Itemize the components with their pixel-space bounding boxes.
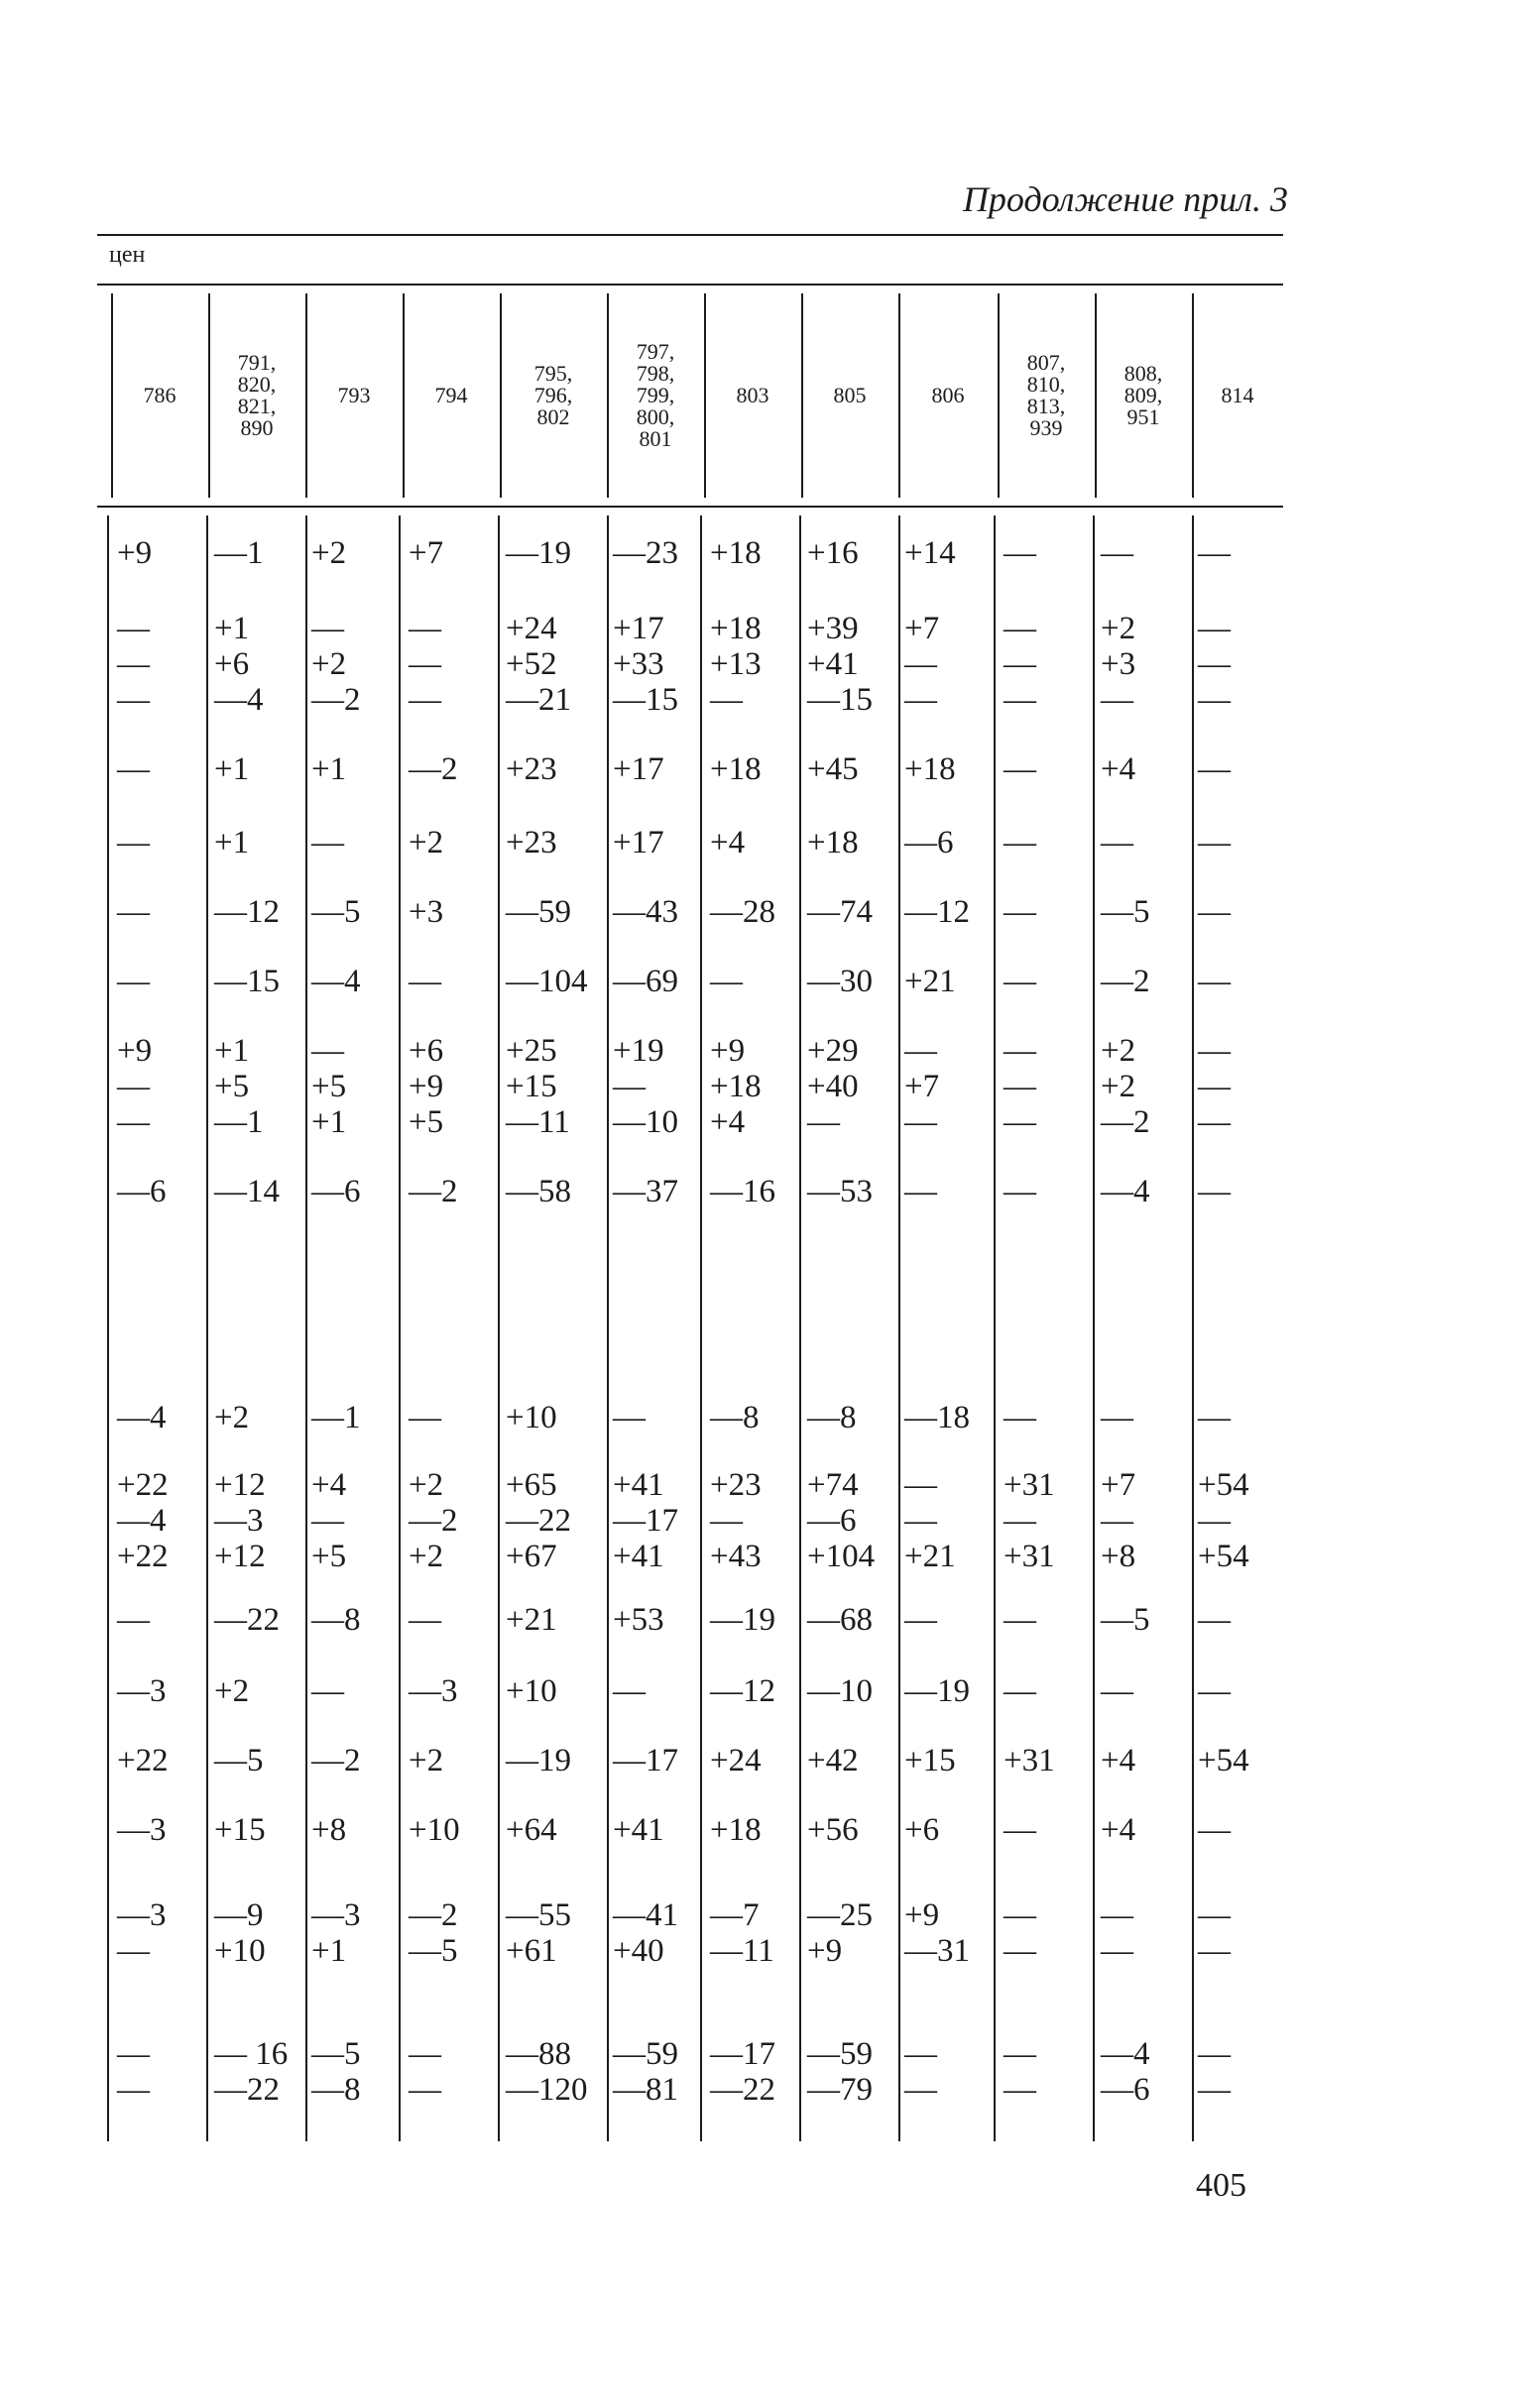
table-cell: — [1004,1673,1036,1709]
table-cell: —53 [807,1174,873,1209]
table-cell: +6 +9 +5 [409,1033,444,1140]
table-cell: +42 [807,1743,859,1778]
table-cell: +54 — +54 [1198,1467,1249,1574]
table-cell: — [1198,1174,1231,1209]
table-cell: — — — [1198,611,1231,718]
table-cell: —10 [807,1673,873,1709]
table-cell: +2 [214,1400,250,1435]
table-cell: — [1198,1812,1231,1848]
table-cell: — [1101,1673,1133,1709]
table-cell: —5 [1101,1602,1150,1638]
column-header: 793 [337,383,371,407]
table-cell: +3 [409,894,444,930]
table-cell: +29 +40 — [807,1033,859,1140]
table-cell: +1 [311,751,347,787]
column-header: 814 [1221,383,1254,407]
table-cell: — [613,1400,646,1435]
table-cell: — 16 —22 [214,2036,289,2108]
table-cell: —55 +61 [506,1897,571,1969]
table-cell: +1 [214,751,250,787]
table-cell: +14 [904,535,956,571]
table-cell: +15 [214,1812,266,1848]
table-cell: +21 [904,964,956,999]
table-cell: +31 [1004,1743,1055,1778]
table-cell: —25 +9 [807,1897,873,1969]
table-cell: —5 —8 [311,2036,361,2108]
table-cell: — [311,1673,344,1709]
table-cell: —5 [214,1743,264,1778]
table-cell: — +5 +1 [311,1033,347,1140]
table-cell: +9 +18 +4 [710,1033,762,1140]
table-cell: +19 — —10 [613,1033,678,1140]
table-cell: — [1004,1174,1036,1209]
table-cell: — [904,1602,937,1638]
table-cell: —2 —5 [409,1897,458,1969]
table-cell: +18 [710,1812,762,1848]
table-cell: —19 [904,1673,970,1709]
table-cell: +17 [613,751,664,787]
table-cell: — — [1004,1897,1036,1969]
table-cell: —4 [1101,1174,1150,1209]
column-header: 806 [931,383,965,407]
table-cell: +25 +15 —11 [506,1033,570,1140]
table-cell: —12 [904,894,970,930]
table-cell: —4 [311,964,361,999]
table-cell: — [1004,964,1036,999]
column-header: 786 [143,383,177,407]
table-cell: — — — [1004,1033,1036,1140]
table-cell: — [1004,751,1036,787]
table-cell: —30 [807,964,873,999]
table-cell: — [1198,751,1231,787]
table-cell: — — [1198,2036,1231,2108]
table-cell: —15 [214,964,280,999]
table-cell: —19 [506,1743,571,1778]
column-header: 803 [736,383,769,407]
table-cell: —88 —120 [506,2036,588,2108]
table-cell: —18 [904,1400,970,1435]
table-cell: — [1198,964,1231,999]
table-cell: — [1101,1400,1133,1435]
table-cell: —2 [409,1174,458,1209]
column-header: 797, 798, 799, 800, 801 [636,339,675,451]
table-cell: +2 —2 +2 [409,1467,458,1574]
table-cell: —5 [1101,894,1150,930]
table-cell: +41 [613,1812,664,1848]
body-column-divider [107,516,109,2141]
table-cell: +18 [710,751,762,787]
table-cell: +56 [807,1812,859,1848]
column-header: 791, 820, 821, 890 [237,350,277,440]
table-cell: +18 [807,825,859,860]
table-cell: +17 +33 —15 [613,611,678,718]
table-cell: —8 [311,1602,361,1638]
table-cell: +22 —4 +22 [117,1467,169,1574]
table-cell: +15 [904,1743,956,1778]
table-cell: +18 [904,751,956,787]
table-cell: +31 — +31 [1004,1467,1055,1574]
table-cell: +2 [214,1673,250,1709]
table-cell: —3 [117,1673,167,1709]
table-cell: — [117,964,150,999]
table-cell: —59 —81 [613,2036,678,2108]
table-cell: — [1101,535,1133,571]
table-cell: — [1004,1602,1036,1638]
table-cell: +24 [710,1743,762,1778]
table-cell: —8 [710,1400,760,1435]
table-cell: +22 [117,1743,169,1778]
table-cell: — [1004,535,1036,571]
table-cell: — [117,751,150,787]
table-cell: +9 — — [117,1033,153,1140]
table-cell: —17 —22 [710,2036,775,2108]
table-cell: +18 +13 — [710,611,762,718]
table-cell: —59 [506,894,571,930]
table-cell: +10 [409,1812,460,1848]
table-cell: —3 [117,1812,167,1848]
table-cell: +4 [1101,1743,1136,1778]
table-cell: — — [904,2036,937,2108]
table-cell: — — [409,2036,441,2108]
header-rule [97,284,1283,286]
table-cell: —2 [409,751,458,787]
table-cell: — [1198,825,1231,860]
table-cell: +4 [1101,751,1136,787]
column-header: 808, 809, 951 [1123,361,1163,429]
column-header: 805 [833,383,867,407]
table-cell: —3 [409,1673,458,1709]
table-cell: —69 [613,964,678,999]
table-cell: +10 [506,1400,557,1435]
table-cell: —16 [710,1174,775,1209]
table-cell: — +7 — [904,1033,940,1140]
table-cell: —74 [807,894,873,930]
table-cell: +23 [506,751,557,787]
table-cell: —23 [613,535,678,571]
table-cell: —19 [506,535,571,571]
table-cell: —43 [613,894,678,930]
table-cell: +45 [807,751,859,787]
table-cell: —28 [710,894,775,930]
table-cell: — [1198,535,1231,571]
table-cell: +2 [409,825,444,860]
table-cell: +64 [506,1812,557,1848]
table-cell: +6 [904,1812,940,1848]
table-cell: —37 [613,1174,678,1209]
table-cell: —6 [117,1174,167,1209]
table-cell: +1 [214,825,250,860]
table-cell: — [613,1673,646,1709]
table-cell: +4 — +5 [311,1467,347,1574]
table-cell: —12 [710,1673,775,1709]
table-cell: +2 [311,535,347,571]
table-cell: +2 +3 — [1101,611,1136,718]
table-cell: —8 [807,1400,857,1435]
table-cell: — — [1101,1897,1133,1969]
table-cell: —22 [214,1602,280,1638]
table-header-caption: цен [109,242,146,268]
table-cell: —1 [214,535,264,571]
table-cell: — [904,1174,937,1209]
table-cell: +65 —22 +67 [506,1467,571,1574]
table-cell: —4 —6 [1101,2036,1150,2108]
table-cell: — [117,894,150,930]
table-cell: +2 [409,1743,444,1778]
table-cell: +2 +2 —2 [1101,1033,1150,1140]
table-cell: +8 [311,1812,347,1848]
table-cell: — [1198,894,1231,930]
table-cell: +4 [1101,1812,1136,1848]
table-cell: —14 [214,1174,280,1209]
column-header: 795, 796, 802 [533,361,573,429]
table-cell: +24 +52 —21 [506,611,571,718]
table-cell: —3 +1 [311,1897,361,1969]
table-cell: +7 — — [904,611,940,718]
table-cell: —4 [117,1400,167,1435]
table-cell: — [1198,1673,1231,1709]
table-cell: — — — [117,611,150,718]
column-header: 807, 810, 813, 939 [1026,350,1066,440]
table-cell: —17 [613,1743,678,1778]
table-cell: +16 [807,535,859,571]
table-cell: — [409,1400,441,1435]
table-cell: —7 —11 [710,1897,774,1969]
table-cell: +12 —3 +12 [214,1467,266,1574]
top-rule [97,234,1283,236]
table-cell: +74 —6 +104 [807,1467,876,1574]
table-cell: — [1004,825,1036,860]
table-cell: +23 — +43 [710,1467,762,1574]
table-cell: — — [1004,2036,1036,2108]
table-cell: —6 [904,825,954,860]
table-cell: —104 [506,964,588,999]
table-cell: —19 [710,1602,775,1638]
table-cell: — [1004,1812,1036,1848]
table-cell: —59 —79 [807,2036,873,2108]
table-cell: +53 [613,1602,664,1638]
table-cell: — [1004,1400,1036,1435]
table-cell: +4 [710,825,746,860]
table-cell: — — [117,2036,150,2108]
table-cell: —2 [311,1743,361,1778]
table-cell: +1 +6 —4 [214,611,264,718]
table-cell: — +2 —2 [311,611,361,718]
table-cell: — — — [1004,611,1036,718]
table-cell: —5 [311,894,361,930]
table-cell: — [1101,825,1133,860]
table-cell: —6 [311,1174,361,1209]
table-cell: —2 [1101,964,1150,999]
table-cell: — — [1198,1897,1231,1969]
table-cell: —1 [311,1400,361,1435]
table-cell: —58 [506,1174,571,1209]
page-title: Продолжение прил. 3 [962,179,1288,219]
table-cell: +54 [1198,1743,1249,1778]
table-cell: +41 —17 +41 [613,1467,678,1574]
table-cell: +21 [506,1602,557,1638]
table-cell: —12 [214,894,280,930]
table-cell: — — +21 [904,1467,956,1574]
page-number: 405 [1196,2167,1246,2204]
table-cell: +10 [506,1673,557,1709]
table-cell: — [311,825,344,860]
table-cell: — — — [409,611,441,718]
table-cell: +7 — +8 [1101,1467,1136,1574]
table-cell: — — — [1198,1033,1231,1140]
table-cell: — [1004,894,1036,930]
table-cell: +1 +5 —1 [214,1033,264,1140]
table-cell: — [710,964,743,999]
table-cell: — [409,964,441,999]
table-cell: +17 [613,825,664,860]
header-bottom-rule [97,506,1283,508]
table-cell: —3 — [117,1897,167,1969]
table-cell: +9 —31 [904,1897,970,1969]
table-cell: — [1198,1400,1231,1435]
table-cell: — [409,1602,441,1638]
table-cell: +9 [117,535,153,571]
table-cell: —68 [807,1602,873,1638]
table-cell: —9 +10 [214,1897,266,1969]
table-cell: — [1198,1602,1231,1638]
table-cell: +23 [506,825,557,860]
column-header: 794 [434,383,468,407]
table-cell: +7 [409,535,444,571]
table-cell: +39 +41 —15 [807,611,873,718]
table-cell: — [117,825,150,860]
table-cell: — [117,1602,150,1638]
table-cell: +18 [710,535,762,571]
table-cell: —41 +40 [613,1897,678,1969]
